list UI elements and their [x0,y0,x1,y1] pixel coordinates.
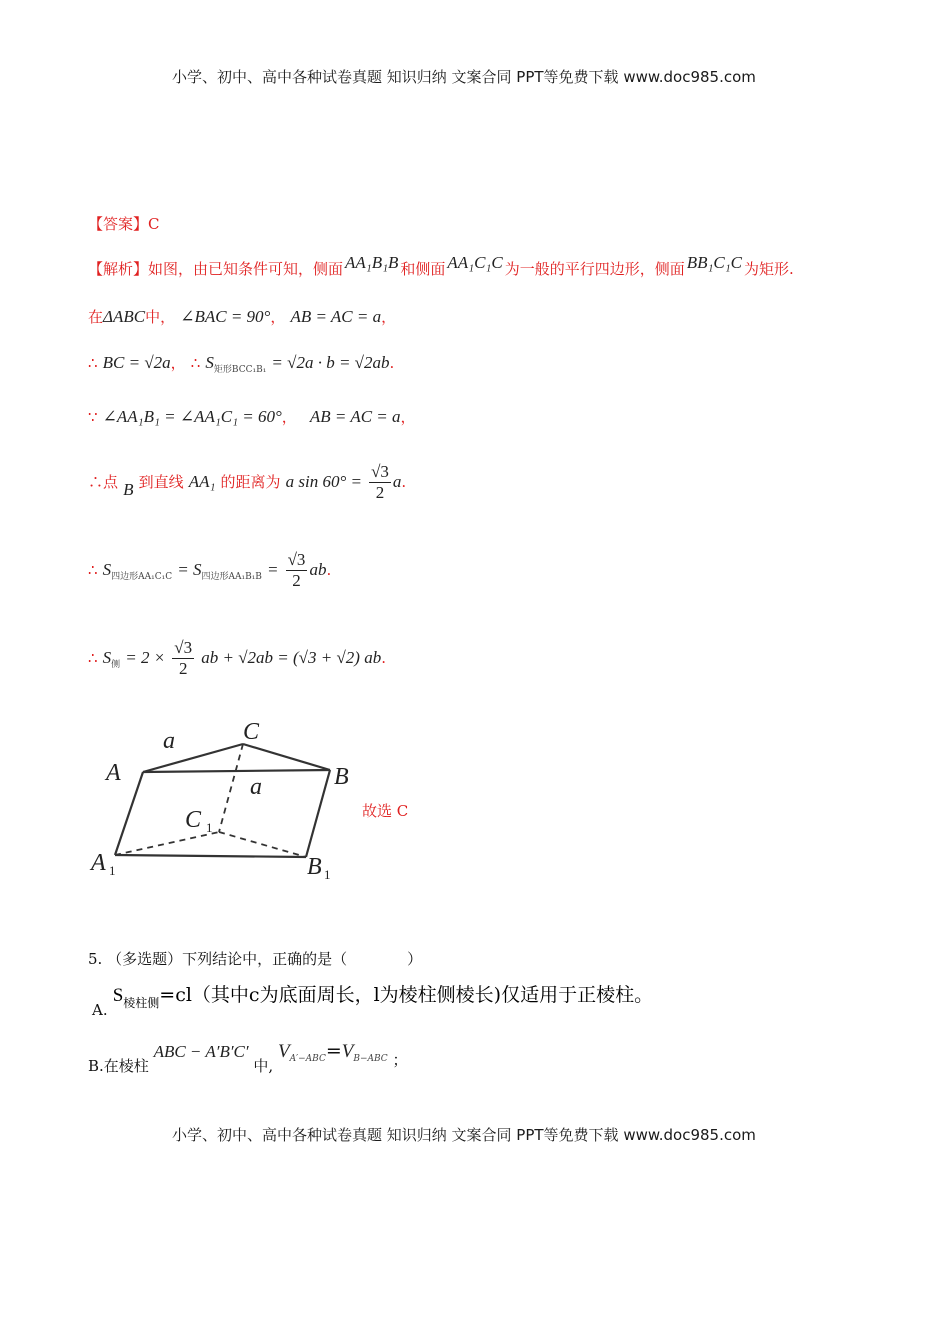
area-subscript: 四边形AA₁C₁C [111,572,173,583]
fraction-sqrt3-over-2 [172,638,194,679]
analysis-line-1 [88,253,794,279]
option-b [88,1040,408,1075]
option-a-symbol: S [112,985,124,1006]
analysis-line-6: ∴ $S_{四边形AA_1C_1C} = S_{四边形AA_1B_1B}$ = $\frac{√3}{2}$ ab. [88,550,332,590]
fraction-denominator: 2 [178,659,188,678]
analysis-line-7: ∴ $S_侧 = 2$ × $\frac{√3}{2}$ ab + √2ab = (√3 + √2) ab. [88,638,386,678]
label-b: B [334,764,349,790]
question-number: 5. [88,950,103,968]
question-5 [88,948,422,969]
face-aa1b1b: AA₁B₁B [345,253,399,272]
label-a1: A [91,850,106,876]
line-aa1: AA₁ [188,472,216,491]
volume-subscript: B−ABC [353,1054,388,1064]
triangle-abc: ΔABC [103,307,146,326]
side-area-result: ab + √2ab = (√3 + √2) ab [201,648,382,667]
analysis-line-5: ∴点 B 到直线 AA₁ 的距离为 a sin 60° = $\frac{√3}{2}$ a. [88,462,407,502]
analysis-text: 在 [88,308,104,326]
equals-sign: = [325,1040,342,1062]
area-subscript: 四边形AA₁B₁B [201,572,262,583]
option-b-label: B.在棱柱 [88,1057,149,1075]
fraction-denominator: 2 [375,483,385,502]
therefore-symbol: ∴ [88,354,98,372]
option-a [92,980,654,1019]
option-a-label: A. [92,1001,108,1019]
label-c: C [243,719,260,745]
volume-subscript: A′−ABC [289,1054,326,1064]
therefore-symbol: ∴ [88,649,98,667]
analysis-text: 为矩形. [743,260,794,278]
prism-name: ABC − A′B′C′ [153,1042,249,1061]
choose-c: 故选 C [362,802,409,820]
bc-length: BC = √2a [102,353,171,372]
volume-symbol: V [277,1041,290,1062]
point-b: B [123,480,134,499]
answer-label: 【答案】 [88,215,149,233]
analysis-line-4: ∵ ∠AA₁B₁ = ∠AA₁C₁ = 60°， AB = AC = a， [88,407,416,426]
therefore-symbol: ∴ [88,561,98,579]
question-text: （多选题）下列结论中，正确的是（ [107,950,348,968]
analysis-text: 到直线 [138,473,184,491]
face-bb1c1c: BB₁C₁C [686,253,742,272]
because-symbol: ∵ [88,408,98,426]
angle-bac: ∠BAC = 90° [180,307,271,326]
option-b-text: 中, [253,1057,274,1075]
page-footer: 小学、初中、高中各种试卷真题 知识归纳 文案合同 PPT等免费下载 www.doc985.com [172,1126,756,1144]
page-header: 小学、初中、高中各种试卷真题 知识归纳 文案合同 PPT等免费下载 www.doc985.com [172,68,756,86]
fraction-numerator: √3 [287,550,306,569]
fraction-denominator: 2 [292,571,301,590]
label-side-a-top: a [163,728,175,754]
area-subscript: 矩形BCC₁B₁ [213,365,267,376]
therefore-symbol: ∴ [190,354,201,372]
label-c1: C [185,807,202,833]
fraction-numerator: √3 [174,638,193,657]
fraction-numerator: √3 [371,462,389,481]
analysis-text: 和侧面 [400,260,446,278]
fraction-sqrt3-over-2 [286,550,308,591]
analysis-label: 【解析】 [88,260,149,278]
therefore-symbol: ∴ [88,473,104,491]
analysis-text: 如图，由已知条件可知，侧面 [148,260,344,278]
side-area-expr: = 2 × [125,648,166,667]
prism-figure [88,712,363,887]
option-b-end: ； [392,1051,408,1069]
analysis-text: 点 [103,473,119,491]
answer-line [88,213,160,234]
label-a: A [106,760,121,786]
rect-area: = √2a · b = √2ab [271,353,390,372]
label-side-a-mid: a [250,774,262,800]
option-a-subscript: 棱柱侧 [123,996,160,1010]
analysis-line-2: 在ΔABC中， ∠BAC = 90°， AB = AC = a， [88,307,397,326]
area-subscript: 侧 [111,660,121,671]
equal-sides: AB = AC = a [290,307,382,326]
area-symbol: S [205,353,214,372]
question-close: ） [407,950,423,968]
analysis-text: 为一般的平行四边形，侧面 [504,260,685,278]
distance-expr: a sin 60° = [285,472,362,491]
equal-sides: AB = AC = a [309,407,401,426]
label-c1-sub: 1 [206,820,213,835]
volume-symbol: V [341,1041,354,1062]
angles-equal: ∠AA₁B₁ = ∠AA₁C₁ = 60° [102,407,282,426]
label-a1-sub: 1 [109,863,116,878]
analysis-text: 中， [145,308,176,326]
fraction-sqrt3-over-2 [369,462,391,503]
analysis-text: 的距离为 [220,473,281,491]
analysis-line-3: ∴ BC = √2a， ∴ $S_{矩形BCC_1B_1} = √2a \cdot b = √2ab$. [88,353,395,376]
label-b1-sub: 1 [324,867,331,882]
answer-value: C [148,215,160,233]
label-b1: B [307,854,322,880]
face-aa1c1c: AA₁C₁C [447,253,503,272]
option-a-text: =cl（其中c为底面周长，l为棱柱侧棱长)仅适用于正棱柱。 [159,984,654,1006]
